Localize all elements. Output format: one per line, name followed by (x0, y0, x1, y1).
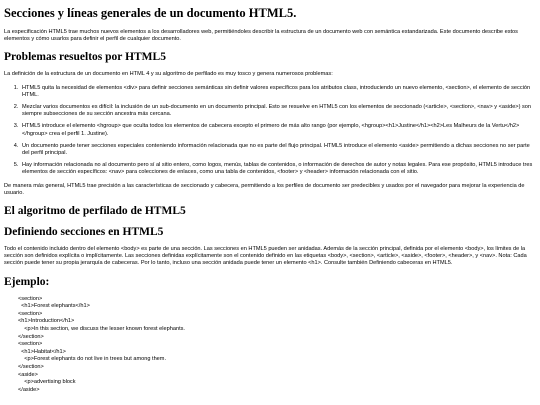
defining-paragraph: Todo el contenido incluido dentro del elemento <body> es parte de una sección. Las secciones en HTML5 pueden ser anidadas. Además de la sección principal, definida por el elemento <body>, los límites de la sección son definidos explícita o implícitamente. Las secciones definidas explícitamente son el contenido definido en las etiquetas <body>, <section>, <article>, <aside>, <footer>, <header>, y <nav>. Nota: Cada sección puede tener su propia jerarquía de cabeceras. Por lo tanto, incluso una sección anidada puede tener un elemento <h1>. Consulte también Definiendo cabeceras en HTML5. (4, 246, 527, 267)
list-item: 2. Mezclar varios documentos es difícil: la inclusión de un sub-documento en un documento principal. Esto se resuelve en HTML5 con los elementos de seccionado (<article>, <section>, <nav> y <aside>) son siempre subsecciones de su sección ancestra más cercana. (20, 104, 536, 118)
list-item: 4. Un documento puede tener secciones especiales conteniendo información relacionada que no es parte del flujo principal. HTML5 introduce el elemento <aside> permitiendo a dichas secciones no ser parte del perfil principal. (20, 143, 536, 157)
list-item: 1. HTML5 quita la necesidad de elementos <div> para definir secciones semánticas sin definir valores específicos para los atributos class, introduciendo un nuevo elemento, <section>, el elemento de sección HTML. (20, 85, 536, 99)
list-item: 3. HTML5 introduce el elemento <hgroup> que oculta todos los elementos de cabecera excepto el primero de más alto rango (por ejemplo, <hgroup><h1>Justine</h1><h2>Les Malheurs de la Vertu</h2></hgroup> crea el perfil 1. Justine). (20, 123, 536, 137)
problems-closing: De manera más general, HTML5 trae precisión a las características de seccionado y cabecera, permitiendo a los perfiles de documento ser predecibles y usados por el navegador para mejorar la experiencia de usuario. (4, 182, 525, 196)
problems-lead: La definición de la estructura de un documento en HTML 4 y su algoritmo de perfilado es muy tosco y genera numerosos problemas: (4, 71, 333, 78)
problems-heading: Problemas resueltos por HTML5 (4, 51, 166, 64)
intro-paragraph: La especificación HTML5 trae muchos nuevos elementos a los desarrolladores web, permitiéndoles describir la estructura de un documento web con semántica estandarizada. Este documento describe estos elementos y cómo usarlos para definir el perfil de cualquier documento. (4, 29, 518, 43)
algorithm-heading: El algoritmo de perfilado de HTML5 (4, 205, 186, 218)
defining-heading: Definiendo secciones en HTML5 (4, 226, 164, 239)
list-item: 5. Hay información relacionada no al documento pero sí al sitio entero, como logos, menús, tablas de contenidos, o información de derechos de autor y notas legales. Para ese propósito, HTML5 introduce tres elementos de sección específicos: <nav> para colecciones de enlaces, como una tabla de contenidos, <footer> y <header> información relacionada con el sitio. (20, 162, 536, 176)
problems-list (4, 85, 536, 177)
page-title: Secciones y líneas generales de un documento HTML5. (4, 6, 297, 20)
example-heading: Ejemplo: (4, 275, 50, 288)
example-code-block: <section> <h1>Forest elephants</h1> <section> <h1>Introduction</h1> <p>In this section, we discuss the lesser known forest elephants. </section> <section> <h1>Habitat</h1> <p>Forest elephants do not live in trees but among them. </section> <aside> <p>advertising block </aside> (18, 295, 185, 393)
